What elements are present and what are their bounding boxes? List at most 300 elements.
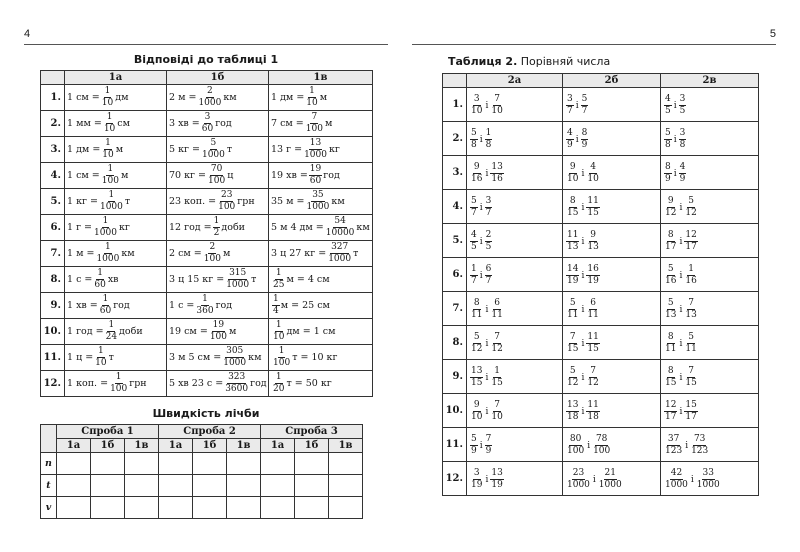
row-number: 1. <box>41 85 65 111</box>
fraction <box>664 299 677 320</box>
fraction-pair <box>469 333 505 354</box>
table-row <box>41 345 373 371</box>
numerator: 3 <box>485 196 492 206</box>
answer-cell <box>269 137 373 163</box>
answer-cell <box>65 371 167 397</box>
numerator: 1 <box>309 86 315 96</box>
denominator: 20 <box>273 384 285 394</box>
table-row <box>41 137 373 163</box>
answer-text: кг <box>328 144 340 155</box>
numerator: 7 <box>494 332 500 342</box>
denominator: 123 <box>691 446 709 456</box>
table-row <box>443 190 759 224</box>
compare-title-text: Порівняй числа <box>517 55 611 68</box>
attempt-subheader: 1а <box>57 439 91 453</box>
answer-text: т = 10 кг <box>292 352 338 363</box>
denominator: 19 <box>471 480 483 490</box>
answer-cell <box>167 371 269 397</box>
numerator: 5 <box>667 264 674 274</box>
denominator: 17 <box>685 412 697 422</box>
denominator: 1000 <box>598 480 622 490</box>
numerator: 1 <box>275 268 282 278</box>
fraction <box>485 231 493 252</box>
attempt-subheader: 1в <box>227 439 261 453</box>
numerator: 1 <box>688 264 694 274</box>
empty-cell <box>295 453 329 475</box>
conjunction: і <box>679 406 683 417</box>
denominator: 100 <box>110 384 128 394</box>
row-number: 9. <box>41 293 65 319</box>
answer-cell <box>269 293 373 319</box>
conjunction: і <box>679 304 683 315</box>
denominator: 60 <box>99 306 112 316</box>
fraction <box>305 113 324 134</box>
answer-text: доби <box>221 222 245 233</box>
denominator: 360 <box>196 306 214 316</box>
row-number: 6. <box>443 258 467 292</box>
denominator: 1000 <box>94 228 117 238</box>
fraction <box>201 113 214 134</box>
answer-text: 3 хв = <box>169 118 200 129</box>
row-number: 12. <box>443 462 467 496</box>
fraction <box>93 217 118 238</box>
numerator: 8 <box>473 298 480 308</box>
conjunction: і <box>575 134 579 145</box>
answer-cell <box>65 293 167 319</box>
table-row <box>443 292 759 326</box>
numerator: 19 <box>212 320 225 330</box>
row-number: 7. <box>41 241 65 267</box>
fraction <box>490 95 503 116</box>
numerator: 5 <box>667 298 674 308</box>
fraction <box>201 139 226 160</box>
row-number: 1. <box>443 88 467 122</box>
fraction-pair <box>663 231 699 252</box>
denominator: 10 <box>491 412 503 422</box>
fraction <box>586 401 599 422</box>
numerator: 1 <box>106 112 113 122</box>
answer-text: м <box>115 144 124 155</box>
denominator: 19 <box>491 480 503 490</box>
compare-cell <box>563 190 661 224</box>
answer-text: м <box>229 326 237 337</box>
compare-cell <box>467 122 563 156</box>
attempt-subheader: 1а <box>261 439 295 453</box>
column-header: 2б <box>563 74 661 88</box>
table-row <box>41 163 373 189</box>
fraction-pair <box>565 129 589 150</box>
numerator: 8 <box>665 162 671 172</box>
numerator: 14 <box>567 264 579 274</box>
fraction <box>213 217 221 238</box>
answer-text: км <box>356 222 370 233</box>
numerator: 8 <box>667 230 674 240</box>
denominator: 7 <box>567 106 573 116</box>
numerator: 1 <box>494 366 500 376</box>
fraction <box>566 163 579 184</box>
answer-text: 23 коп. = <box>169 196 217 207</box>
conjunction: і <box>690 474 694 485</box>
answer-text: грн <box>129 378 147 389</box>
numerator: 1 <box>105 138 111 148</box>
answer-cell <box>167 267 269 293</box>
table-row <box>41 293 373 319</box>
fraction-pair <box>469 95 505 116</box>
fraction <box>470 197 478 218</box>
fraction <box>470 95 483 116</box>
compare-cell <box>467 326 563 360</box>
fraction-pair <box>469 401 505 422</box>
numerator: 305 <box>226 346 244 356</box>
compare-cell <box>661 190 759 224</box>
denominator: 15 <box>665 378 677 388</box>
answer-text: 13 г = <box>271 144 303 155</box>
answer-cell <box>167 163 269 189</box>
attempt-subheader: 1в <box>125 439 159 453</box>
numerator: 21 <box>604 468 616 478</box>
denominator: 5 <box>471 242 477 252</box>
compare-cell <box>661 326 759 360</box>
denominator: 1000 <box>226 280 250 290</box>
answer-cell <box>269 267 373 293</box>
fraction-pair <box>565 95 589 116</box>
answer-text: кг <box>118 222 130 233</box>
denominator: 10 <box>103 124 116 134</box>
numerator: 1 <box>104 86 111 96</box>
table-row <box>41 215 373 241</box>
empty-cell <box>329 475 363 497</box>
denominator: 100 <box>218 202 236 212</box>
numerator: 4 <box>471 230 477 240</box>
answer-cell <box>269 111 373 137</box>
denominator: 100 <box>209 332 227 342</box>
fraction <box>598 469 623 490</box>
fraction <box>566 231 579 252</box>
answer-text: м <box>324 118 333 129</box>
table-row <box>443 326 759 360</box>
fraction <box>195 295 214 316</box>
denominator: 10000 <box>325 228 355 238</box>
denominator: 10 <box>95 358 107 368</box>
empty-cell <box>227 497 261 519</box>
denominator: 1000 <box>198 98 222 108</box>
header-rule <box>412 44 776 45</box>
row-number: 6. <box>41 215 65 241</box>
conjunction: і <box>479 202 483 213</box>
numerator: 16 <box>587 264 599 274</box>
answer-cell <box>269 163 373 189</box>
table-row <box>41 453 363 475</box>
fraction <box>470 299 483 320</box>
fraction <box>485 197 493 218</box>
empty-cell <box>57 453 91 475</box>
denominator: 24 <box>105 332 118 342</box>
fraction <box>109 373 128 394</box>
attempt-header: Спроба 1 <box>57 425 159 439</box>
fraction <box>664 231 677 252</box>
answer-text: 3 м 5 см = <box>169 352 222 363</box>
answer-text: 5 м 4 дм = <box>271 222 324 233</box>
denominator: 17 <box>665 412 677 422</box>
fraction <box>272 321 285 342</box>
right-page <box>400 0 800 552</box>
fraction-pair <box>663 367 699 388</box>
row-number: 2. <box>443 122 467 156</box>
numerator: 11 <box>567 230 579 240</box>
answer-cell <box>65 345 167 371</box>
table-row <box>41 85 373 111</box>
fraction <box>207 165 226 186</box>
numerator: 1 <box>108 190 115 200</box>
attempt-subheader: 1а <box>159 439 193 453</box>
denominator: 1000 <box>304 150 327 160</box>
denominator: 12 <box>685 208 697 218</box>
fraction <box>490 367 503 388</box>
fraction <box>684 299 697 320</box>
answer-text: 2 см = <box>169 248 202 259</box>
numerator: 4 <box>567 128 573 138</box>
denominator: 16 <box>471 174 483 184</box>
denominator: 10 <box>471 106 483 116</box>
numerator: 1 <box>202 294 208 304</box>
denominator: 17 <box>665 242 677 252</box>
conjunction: і <box>485 304 489 315</box>
row-number: 11. <box>41 345 65 371</box>
compare-cell <box>563 326 661 360</box>
fraction <box>470 163 483 184</box>
denominator: 13 <box>685 310 697 320</box>
denominator: 100 <box>101 176 119 186</box>
conjunction: і <box>485 168 489 179</box>
numerator: 7 <box>494 94 500 104</box>
denominator: 10 <box>471 412 483 422</box>
fraction <box>272 269 285 290</box>
numerator: 1 <box>105 242 111 252</box>
answer-text: 12 год = <box>169 222 212 233</box>
row-label: n <box>41 453 57 475</box>
denominator: 18 <box>567 412 579 422</box>
denominator: 3600 <box>225 384 249 394</box>
table-row <box>41 189 373 215</box>
answer-text: 19 см = <box>169 326 208 337</box>
answer-cell <box>167 215 269 241</box>
answer-text: ц <box>227 170 234 181</box>
row-number: 2. <box>41 111 65 137</box>
denominator: 1000 <box>328 254 352 264</box>
numerator: 1 <box>97 268 103 278</box>
fraction <box>586 299 599 320</box>
answer-cell <box>269 345 373 371</box>
answer-text: км <box>331 196 345 207</box>
numerator: 13 <box>491 162 503 172</box>
fraction <box>664 435 683 456</box>
fraction <box>485 265 493 286</box>
numerator: 315 <box>229 268 247 278</box>
answer-text: доби <box>119 326 143 337</box>
denominator: 7 <box>471 276 477 286</box>
fraction <box>592 435 611 456</box>
answer-text: т = 50 кг <box>286 378 332 389</box>
attempt-subheader: 1в <box>329 439 363 453</box>
denominator: 11 <box>567 310 579 320</box>
denominator: 10 <box>587 174 599 184</box>
fraction <box>485 129 493 150</box>
numerator: 7 <box>494 400 500 410</box>
numerator: 5 <box>569 366 576 376</box>
numerator: 23 <box>220 190 233 200</box>
denominator: 25 <box>273 280 285 290</box>
numerator: 323 <box>228 372 246 382</box>
fraction <box>664 163 672 184</box>
fraction <box>664 333 677 354</box>
numerator: 7 <box>569 332 576 342</box>
compare-cell <box>563 428 661 462</box>
answer-text: т <box>226 144 233 155</box>
numerator: 3 <box>473 94 480 104</box>
conjunction: і <box>679 338 683 349</box>
row-number: 12. <box>41 371 65 397</box>
answer-cell <box>167 345 269 371</box>
fraction <box>99 191 124 212</box>
answer-text: 5 хв 23 с = <box>169 378 224 389</box>
denominator: 10 <box>273 332 285 342</box>
empty-cell <box>91 497 125 519</box>
fraction-pair <box>565 401 601 422</box>
fraction <box>664 265 677 286</box>
fraction <box>566 333 579 354</box>
numerator: 8 <box>667 366 674 376</box>
fraction <box>327 243 352 264</box>
conjunction: і <box>485 406 489 417</box>
numerator: 7 <box>688 298 694 308</box>
fraction <box>684 333 697 354</box>
fraction <box>490 469 503 490</box>
answer-cell <box>65 215 167 241</box>
table-row <box>41 267 373 293</box>
denominator: 1000 <box>223 358 247 368</box>
conjunction: і <box>581 236 585 247</box>
denominator: 1000 <box>201 150 225 160</box>
answer-cell <box>269 371 373 397</box>
fraction-pair <box>663 299 699 320</box>
table-row <box>443 122 759 156</box>
numerator: 1 <box>108 320 115 330</box>
fraction <box>586 333 599 354</box>
denominator: 100 <box>273 358 291 368</box>
numerator: 1 <box>278 346 285 356</box>
fraction <box>272 373 285 394</box>
fraction <box>222 347 247 368</box>
fraction <box>696 469 721 490</box>
answer-text: 35 м = <box>271 196 305 207</box>
compare-cell <box>563 156 661 190</box>
empty-cell <box>57 475 91 497</box>
denominator: 11 <box>665 344 677 354</box>
denominator: 16 <box>491 174 503 184</box>
empty-cell <box>193 453 227 475</box>
numerator: 5 <box>473 332 480 342</box>
fraction <box>105 321 118 342</box>
numerator: 13 <box>471 366 483 376</box>
answer-text: км <box>248 352 262 363</box>
empty-cell <box>125 497 159 519</box>
denominator: 11 <box>587 310 599 320</box>
fraction <box>305 87 318 108</box>
compare-cell <box>563 394 661 428</box>
row-number: 4. <box>41 163 65 189</box>
fraction-pair <box>663 401 699 422</box>
conjunction: і <box>485 338 489 349</box>
column-header: 2в <box>661 74 759 88</box>
table-row <box>443 224 759 258</box>
fraction-pair <box>663 333 699 354</box>
numerator: 2 <box>207 86 213 96</box>
compare-cell <box>661 122 759 156</box>
fraction <box>664 401 677 422</box>
numerator: 7 <box>485 434 492 444</box>
fraction-pair <box>469 197 493 218</box>
denominator: 100 <box>567 446 585 456</box>
conjunction: і <box>581 270 585 281</box>
conjunction: і <box>485 100 489 111</box>
numerator: 1 <box>471 264 477 274</box>
answer-text: дм = 1 см <box>286 326 336 337</box>
empty-cell <box>193 475 227 497</box>
answers-table <box>40 70 373 397</box>
fraction <box>470 367 483 388</box>
denominator: 7 <box>485 208 492 218</box>
numerator: 1 <box>273 294 279 304</box>
numerator: 5 <box>569 298 576 308</box>
answer-text: 5 кг = <box>169 144 200 155</box>
numerator: 5 <box>471 196 477 206</box>
fraction <box>101 165 120 186</box>
fraction <box>272 347 291 368</box>
compare-cell <box>467 190 563 224</box>
empty-cell <box>159 475 193 497</box>
denominator: 9 <box>679 174 686 184</box>
table-row <box>443 428 759 462</box>
numerator: 1 <box>102 216 109 226</box>
column-header: 1а <box>65 71 167 85</box>
empty-cell <box>91 475 125 497</box>
fraction <box>586 197 599 218</box>
answer-text: 1 см = <box>67 170 100 181</box>
table-row <box>41 319 373 345</box>
compare-title <box>448 55 610 68</box>
empty-cell <box>227 475 261 497</box>
numerator: 13 <box>567 400 579 410</box>
row-number: 3. <box>443 156 467 190</box>
answer-cell <box>65 85 167 111</box>
denominator: 10 <box>567 174 579 184</box>
column-header: 1б <box>167 71 269 85</box>
table-row <box>41 371 373 397</box>
denominator: 12 <box>665 208 677 218</box>
numerator: 2 <box>485 230 492 240</box>
conjunction: і <box>581 338 585 349</box>
answer-cell <box>269 189 373 215</box>
compare-cell <box>661 156 759 190</box>
denominator: 8 <box>485 140 492 150</box>
answer-text: т <box>251 274 257 285</box>
numerator: 2 <box>209 242 216 252</box>
answer-text: 1 дм = <box>271 92 305 103</box>
conjunction: і <box>679 202 683 213</box>
denominator: 8 <box>679 140 686 150</box>
answer-cell <box>269 85 373 111</box>
answer-text: 3 ц 27 кг = <box>271 248 327 259</box>
